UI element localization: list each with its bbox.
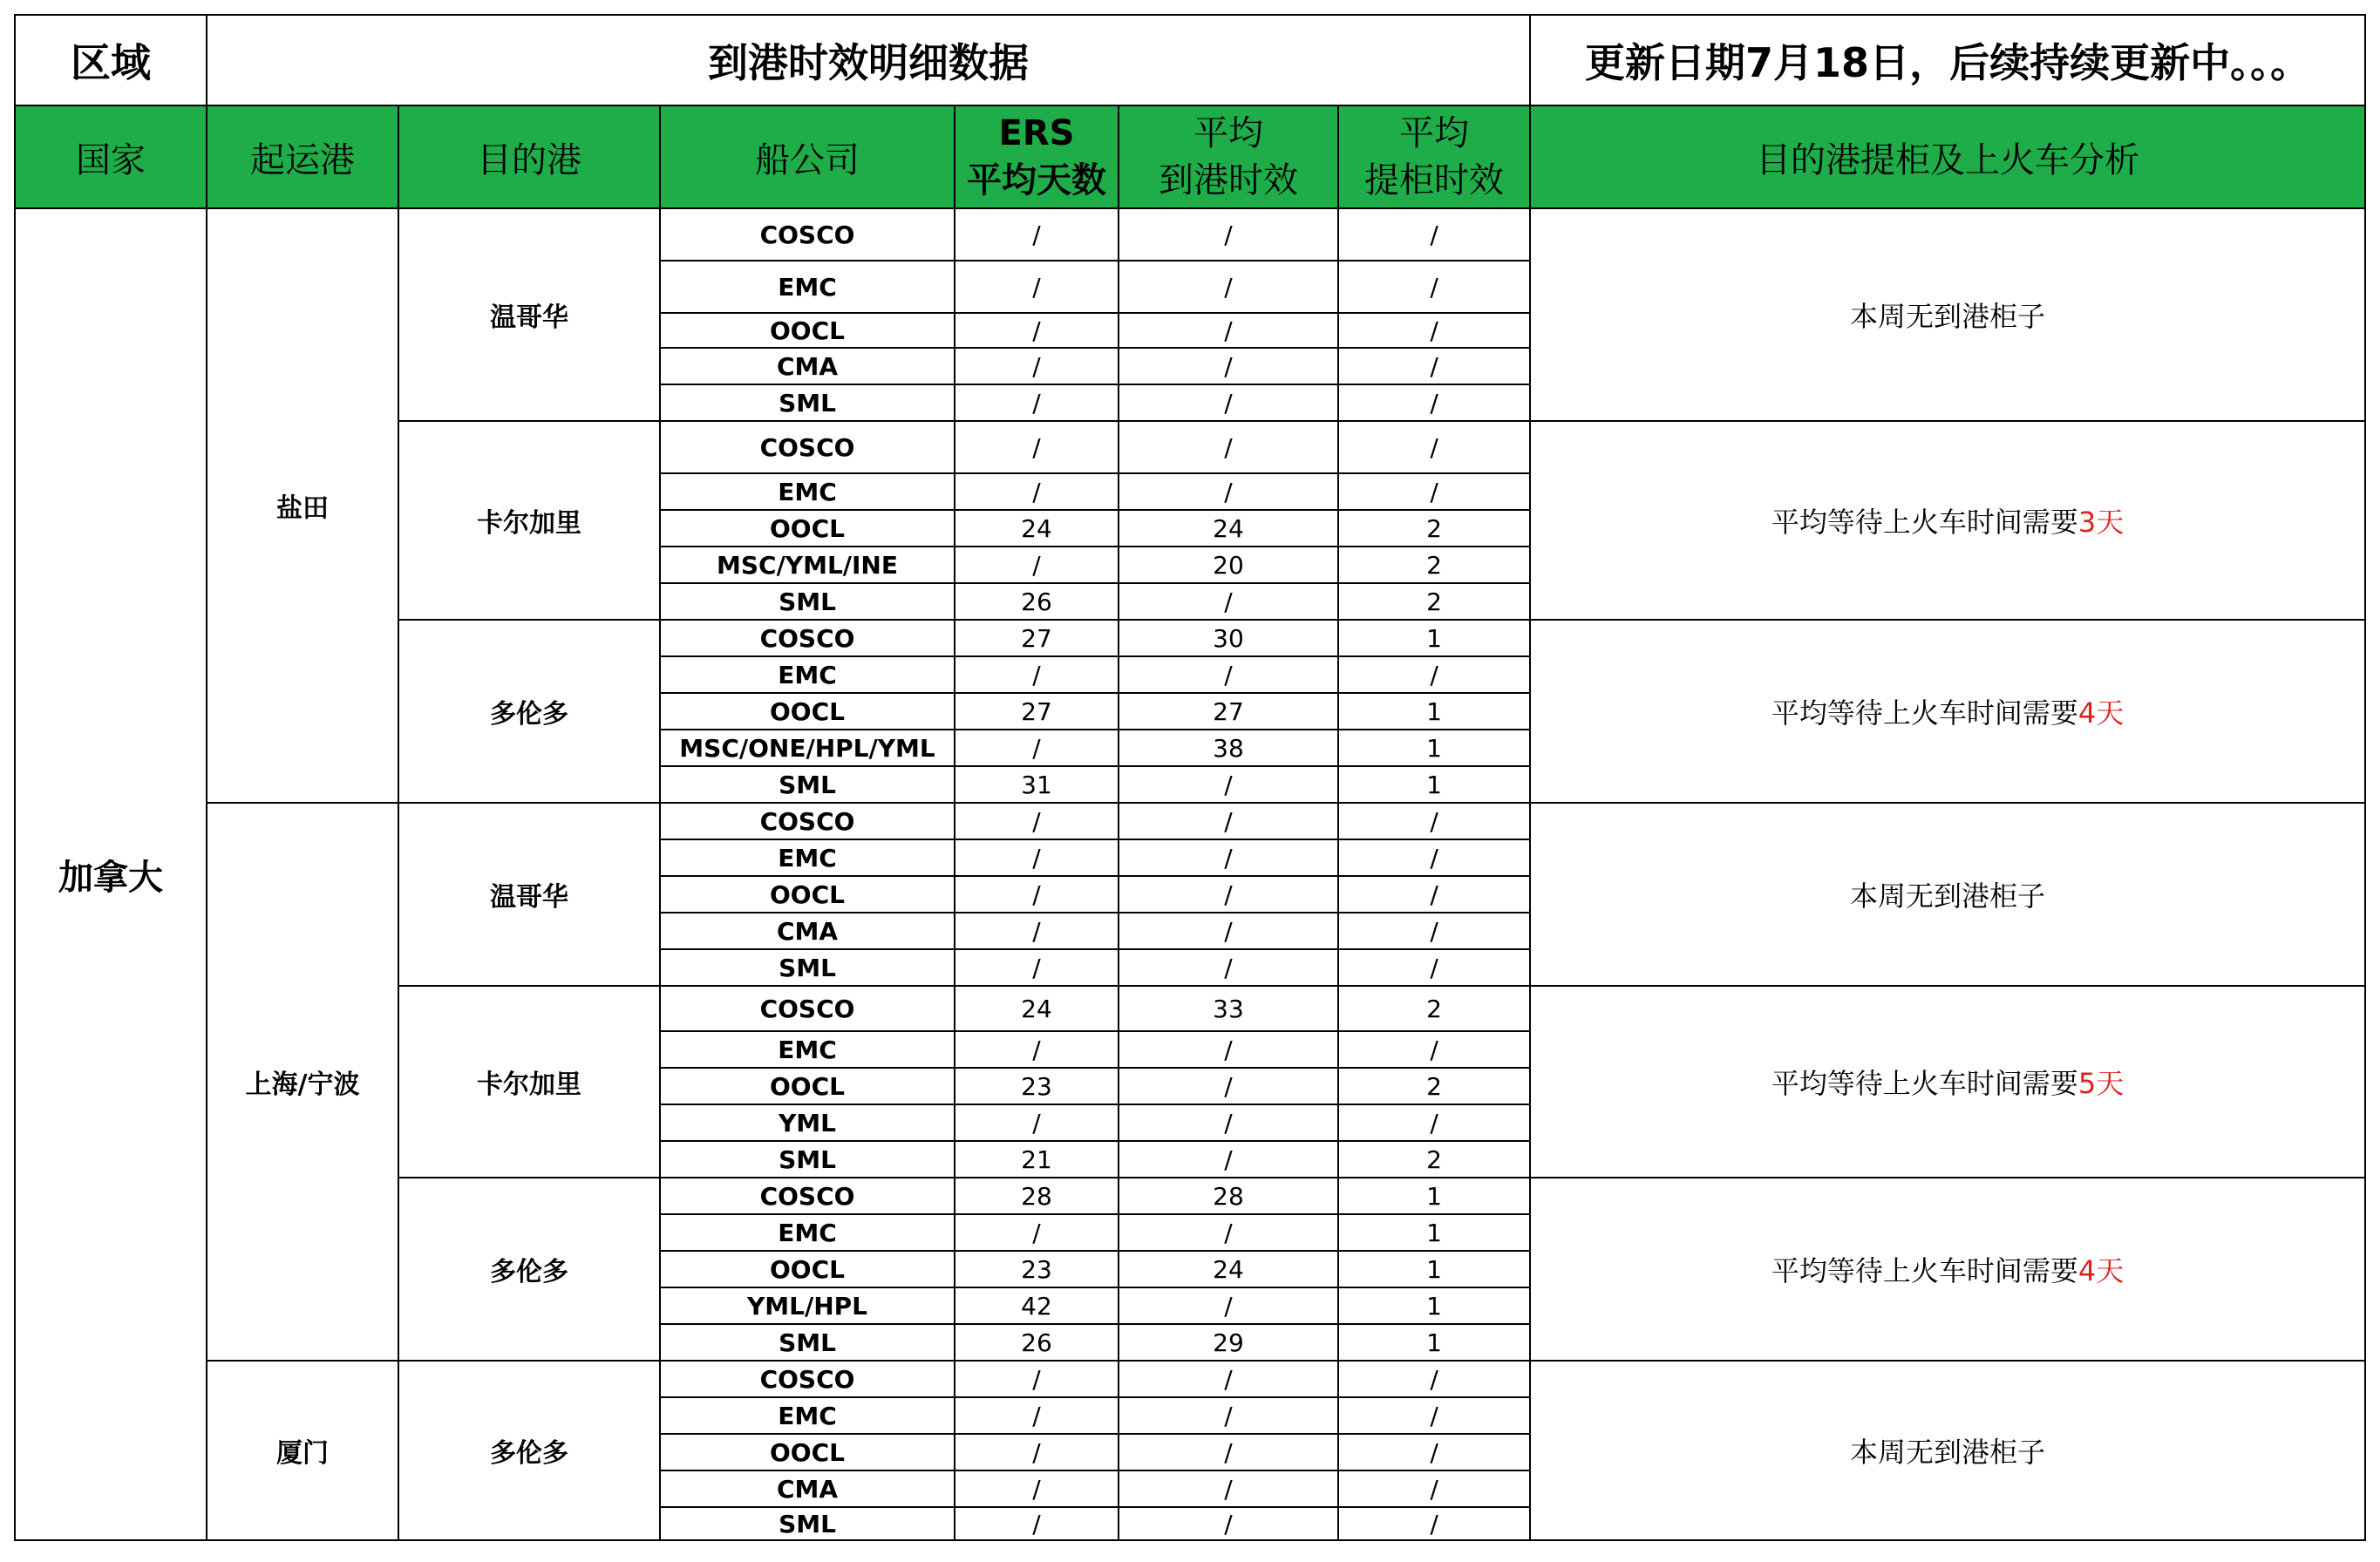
pickup-cell: / <box>1338 803 1530 839</box>
arrival-cell: / <box>1119 1141 1338 1178</box>
ers-cell: 31 <box>955 766 1119 803</box>
pickup-cell: / <box>1338 313 1530 348</box>
carrier-cell: EMC <box>660 1031 955 1068</box>
analysis-text: 平均等待上火车时间需要 <box>1771 506 2078 539</box>
pickup-cell: / <box>1338 208 1530 261</box>
ers-cell: / <box>955 384 1119 421</box>
ers-cell: / <box>955 839 1119 876</box>
carrier-cell: OOCL <box>660 1434 955 1470</box>
destination-port-cell: 多伦多 <box>398 1178 660 1361</box>
pickup-cell: 1 <box>1338 1287 1530 1324</box>
pickup-cell: 1 <box>1338 1251 1530 1287</box>
analysis-highlight: 3天 <box>2077 506 2125 539</box>
header-destination: 目的港 <box>398 105 660 208</box>
table-title: 到港时效明细数据 <box>207 15 1530 105</box>
carrier-cell: OOCL <box>660 313 955 348</box>
destination-port-cell: 温哥华 <box>398 208 660 421</box>
pickup-cell: 2 <box>1338 986 1530 1031</box>
ers-cell: / <box>955 313 1119 348</box>
header-pickup-line2: 提柜时效 <box>1364 160 1505 200</box>
ers-cell: / <box>955 1214 1119 1251</box>
arrival-cell: / <box>1119 1287 1338 1324</box>
pickup-cell: / <box>1338 1397 1530 1434</box>
carrier-cell: COSCO <box>660 1361 955 1397</box>
analysis-cell <box>1530 986 2365 1178</box>
carrier-cell: SML <box>660 384 955 421</box>
carrier-cell: SML <box>660 583 955 620</box>
header-ers <box>955 105 1119 208</box>
ers-cell: / <box>955 1507 1119 1540</box>
arrival-cell: 28 <box>1119 1178 1338 1214</box>
analysis-highlight: 4天 <box>2077 696 2125 730</box>
pickup-cell: / <box>1338 261 1530 313</box>
pickup-cell: / <box>1338 1361 1530 1397</box>
ers-cell: / <box>955 261 1119 313</box>
header-arrival <box>1119 105 1338 208</box>
ers-cell: 27 <box>955 693 1119 730</box>
carrier-cell: CMA <box>660 1470 955 1507</box>
pickup-cell: 1 <box>1338 620 1530 656</box>
arrival-cell: / <box>1119 1068 1338 1104</box>
header-pickup-line1: 平均 <box>1399 113 1470 153</box>
pickup-cell: 1 <box>1338 1178 1530 1214</box>
arrival-cell: 29 <box>1119 1324 1338 1361</box>
destination-port-cell: 多伦多 <box>398 1361 660 1540</box>
ers-cell: / <box>955 208 1119 261</box>
ers-cell: 26 <box>955 583 1119 620</box>
ers-cell: 42 <box>955 1287 1119 1324</box>
carrier-cell: OOCL <box>660 876 955 913</box>
arrival-cell: / <box>1119 656 1338 693</box>
pickup-cell: 1 <box>1338 1214 1530 1251</box>
ers-cell: / <box>955 913 1119 949</box>
header-origin: 起运港 <box>207 105 398 208</box>
destination-port-cell: 卡尔加里 <box>398 421 660 620</box>
arrival-cell: / <box>1119 1470 1338 1507</box>
analysis-highlight: 5天 <box>2077 1067 2125 1100</box>
ers-cell: / <box>955 656 1119 693</box>
carrier-cell: MSC/YML/INE <box>660 547 955 583</box>
arrival-cell: / <box>1119 1104 1338 1141</box>
pickup-cell: / <box>1338 1470 1530 1507</box>
header-arrival-line1: 平均 <box>1193 113 1263 153</box>
carrier-cell: COSCO <box>660 986 955 1031</box>
ers-cell: 21 <box>955 1141 1119 1178</box>
carrier-cell: COSCO <box>660 803 955 839</box>
analysis-cell <box>1530 208 2365 421</box>
ers-cell: 28 <box>955 1178 1119 1214</box>
analysis-text: 平均等待上火车时间需要 <box>1771 1254 2078 1287</box>
arrival-cell: / <box>1119 949 1338 986</box>
carrier-cell: EMC <box>660 473 955 510</box>
pickup-cell: / <box>1338 384 1530 421</box>
pickup-cell: / <box>1338 656 1530 693</box>
header-country: 国家 <box>15 105 207 208</box>
region-label: 区域 <box>15 15 207 105</box>
carrier-cell: EMC <box>660 656 955 693</box>
header-carrier: 船公司 <box>660 105 955 208</box>
arrival-cell: / <box>1119 839 1338 876</box>
pickup-cell: / <box>1338 473 1530 510</box>
carrier-cell: SML <box>660 949 955 986</box>
ers-cell: / <box>955 473 1119 510</box>
analysis-cell <box>1530 620 2365 803</box>
carrier-cell: SML <box>660 1141 955 1178</box>
analysis-cell <box>1530 1361 2365 1540</box>
arrival-cell: 38 <box>1119 730 1338 766</box>
arrival-cell: / <box>1119 1397 1338 1434</box>
ers-cell: / <box>955 876 1119 913</box>
analysis-text: 平均等待上火车时间需要 <box>1771 1067 2078 1100</box>
arrival-cell: / <box>1119 261 1338 313</box>
carrier-cell: EMC <box>660 1397 955 1434</box>
pickup-cell: / <box>1338 1434 1530 1470</box>
header-ers-line1: ERS <box>998 113 1075 153</box>
header-row <box>15 105 2365 208</box>
arrival-cell: / <box>1119 766 1338 803</box>
origin-port-cell: 厦门 <box>207 1361 398 1540</box>
title-row <box>15 15 2365 105</box>
arrival-cell: / <box>1119 313 1338 348</box>
ers-cell: / <box>955 1104 1119 1141</box>
pickup-cell: / <box>1338 1507 1530 1540</box>
origin-port-cell: 盐田 <box>207 208 398 803</box>
arrival-cell: / <box>1119 1031 1338 1068</box>
arrival-cell: 27 <box>1119 693 1338 730</box>
arrival-cell: / <box>1119 1214 1338 1251</box>
analysis-cell <box>1530 803 2365 986</box>
pickup-cell: 2 <box>1338 1141 1530 1178</box>
ers-cell: 23 <box>955 1068 1119 1104</box>
header-arrival-line2: 到港时效 <box>1159 160 1298 200</box>
header-pickup <box>1338 105 1530 208</box>
carrier-cell: EMC <box>660 1214 955 1251</box>
arrival-cell: / <box>1119 1361 1338 1397</box>
ers-cell: / <box>955 1397 1119 1434</box>
carrier-cell: OOCL <box>660 1068 955 1104</box>
ers-cell: 27 <box>955 620 1119 656</box>
arrival-cell: 30 <box>1119 620 1338 656</box>
header-analysis: 目的港提柜及上火车分析 <box>1530 105 2365 208</box>
carrier-cell: CMA <box>660 913 955 949</box>
carrier-cell: EMC <box>660 839 955 876</box>
carrier-cell: MSC/ONE/HPL/YML <box>660 730 955 766</box>
carrier-cell: COSCO <box>660 421 955 473</box>
arrival-cell: / <box>1119 913 1338 949</box>
pickup-cell: 2 <box>1338 547 1530 583</box>
arrival-cell: / <box>1119 583 1338 620</box>
analysis-highlight: 4天 <box>2077 1254 2125 1287</box>
update-note: 更新日期7月18日，后续持续更新中。。。 <box>1530 15 2365 105</box>
carrier-cell: COSCO <box>660 1178 955 1214</box>
ers-cell: / <box>955 1470 1119 1507</box>
carrier-cell: COSCO <box>660 620 955 656</box>
pickup-cell: 1 <box>1338 766 1530 803</box>
arrival-cell: / <box>1119 473 1338 510</box>
arrival-cell: / <box>1119 1434 1338 1470</box>
carrier-cell: SML <box>660 1324 955 1361</box>
carrier-cell: EMC <box>660 261 955 313</box>
pickup-cell: / <box>1338 876 1530 913</box>
pickup-cell: / <box>1338 949 1530 986</box>
carrier-cell: SML <box>660 1507 955 1540</box>
pickup-cell: 2 <box>1338 583 1530 620</box>
table-body <box>15 15 2365 1540</box>
destination-port-cell: 多伦多 <box>398 620 660 803</box>
destination-port-cell: 温哥华 <box>398 803 660 986</box>
pickup-cell: 1 <box>1338 1324 1530 1361</box>
arrival-cell: / <box>1119 421 1338 473</box>
ers-cell: / <box>955 1361 1119 1397</box>
header-ers-line2: 平均天数 <box>967 160 1106 200</box>
arrival-cell: 24 <box>1119 1251 1338 1287</box>
pickup-cell: / <box>1338 421 1530 473</box>
pickup-cell: 1 <box>1338 693 1530 730</box>
ers-cell: / <box>955 421 1119 473</box>
ers-cell: 26 <box>955 1324 1119 1361</box>
table-row <box>15 208 2365 261</box>
arrival-cell: / <box>1119 208 1338 261</box>
arrival-cell: 24 <box>1119 510 1338 547</box>
analysis-text: 平均等待上火车时间需要 <box>1771 696 2078 730</box>
pickup-cell: 2 <box>1338 510 1530 547</box>
carrier-cell: YML <box>660 1104 955 1141</box>
analysis-cell <box>1530 421 2365 620</box>
carrier-cell: OOCL <box>660 1251 955 1287</box>
table-row <box>15 1361 2365 1397</box>
ers-cell: / <box>955 949 1119 986</box>
analysis-text: 本周无到港柜子 <box>1850 300 2046 333</box>
country-cell: 加拿大 <box>15 208 207 1540</box>
carrier-cell: YML/HPL <box>660 1287 955 1324</box>
pickup-cell: / <box>1338 1104 1530 1141</box>
ers-cell: 24 <box>955 510 1119 547</box>
arrival-cell: / <box>1119 348 1338 384</box>
ers-cell: / <box>955 348 1119 384</box>
pickup-cell: 1 <box>1338 730 1530 766</box>
origin-port-cell: 上海/宁波 <box>207 803 398 1361</box>
arrival-cell: 20 <box>1119 547 1338 583</box>
ers-cell: / <box>955 1434 1119 1470</box>
carrier-cell: CMA <box>660 348 955 384</box>
carrier-cell: COSCO <box>660 208 955 261</box>
ers-cell: / <box>955 730 1119 766</box>
arrival-cell: / <box>1119 876 1338 913</box>
carrier-cell: OOCL <box>660 693 955 730</box>
analysis-cell <box>1530 1178 2365 1361</box>
arrival-cell: / <box>1119 1507 1338 1540</box>
ers-cell: 23 <box>955 1251 1119 1287</box>
arrival-cell: / <box>1119 803 1338 839</box>
carrier-cell: OOCL <box>660 510 955 547</box>
pickup-cell: / <box>1338 839 1530 876</box>
ers-cell: / <box>955 803 1119 839</box>
table-row <box>15 803 2365 839</box>
pickup-cell: / <box>1338 1031 1530 1068</box>
pickup-cell: / <box>1338 348 1530 384</box>
arrival-cell: / <box>1119 384 1338 421</box>
analysis-text: 本周无到港柜子 <box>1850 879 2046 913</box>
transit-time-table <box>14 14 2366 1541</box>
arrival-cell: 33 <box>1119 986 1338 1031</box>
destination-port-cell: 卡尔加里 <box>398 986 660 1178</box>
analysis-text: 本周无到港柜子 <box>1850 1436 2046 1469</box>
pickup-cell: / <box>1338 913 1530 949</box>
ers-cell: 24 <box>955 986 1119 1031</box>
carrier-cell: SML <box>660 766 955 803</box>
ers-cell: / <box>955 1031 1119 1068</box>
ers-cell: / <box>955 547 1119 583</box>
pickup-cell: 2 <box>1338 1068 1530 1104</box>
